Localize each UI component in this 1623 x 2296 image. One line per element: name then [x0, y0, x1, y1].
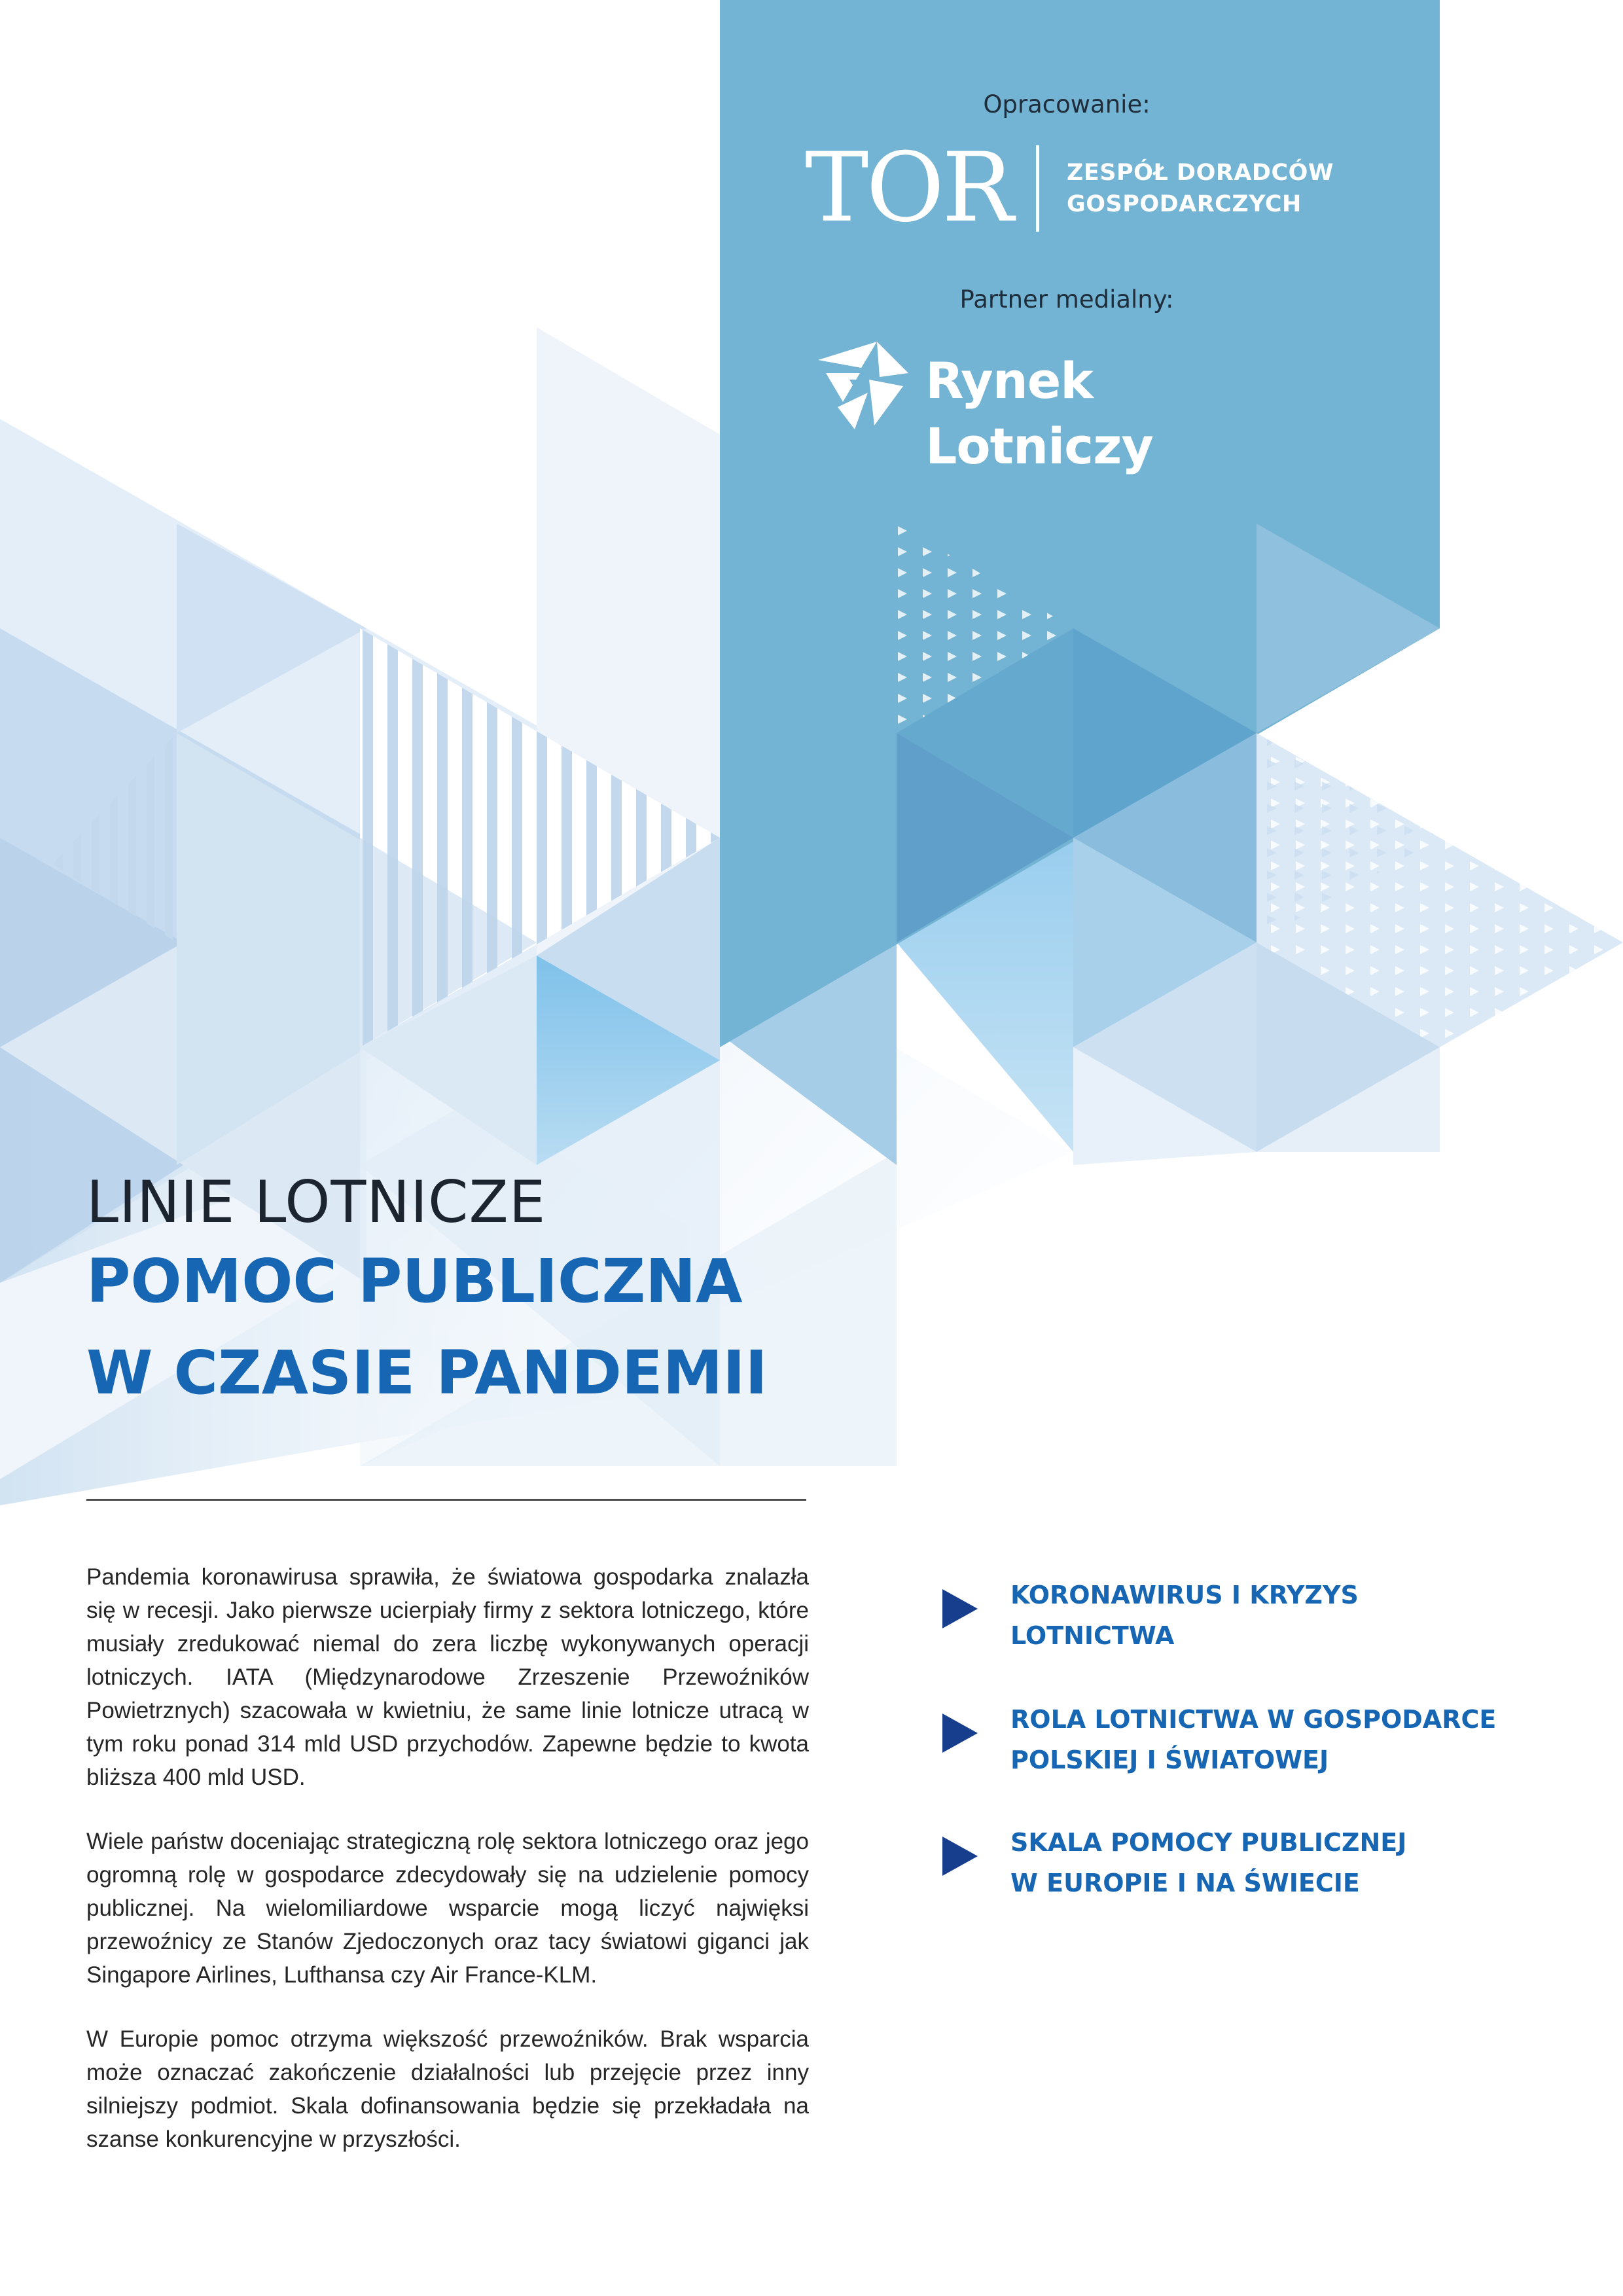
rynek-lotniczy-logo — [812, 334, 1335, 475]
toc-item-role-of-aviation — [942, 1699, 1518, 1784]
title-line-1: LINIE LOTNICZE — [86, 1168, 546, 1236]
toc-item-scale-of-aid — [942, 1822, 1518, 1907]
toc-item-line1: SKALA POMOCY PUBLICZNEJ — [1010, 1828, 1407, 1857]
rynek-lotniczy-wordmark: Rynek Lotniczy — [925, 351, 1153, 475]
toc-item-line2: W EUROPIE I NA ŚWIECIE — [1010, 1869, 1360, 1897]
toc-item-line2: POLSKIEJ I ŚWIATOWEJ — [1010, 1746, 1329, 1774]
toc-item-text — [1010, 1699, 1521, 1780]
tor-subtitle-line2: GOSPODARCZYCH — [1067, 191, 1302, 217]
body-paragraph-2: Wiele państw doceniając strategiczną rolę sektora lotniczego oraz jego ogromną rolę w gospodarce zdecydowały się na udzielenie pomocy publicznej. Na wielomiliardowe wsparcie mogą liczyć najwięksi przewoźnicy ze Stanów Zjedoczonych oraz tacy światowi giganci jak Singapore Airlines, Lufthansa czy Air France-KLM. — [86, 1829, 809, 1988]
partner-label: Partner medialny: — [959, 285, 1174, 314]
triangle-right-icon — [942, 1589, 979, 1628]
toc-item-text — [1010, 1822, 1521, 1903]
title-line-2: POMOC PUBLICZNA — [86, 1246, 743, 1316]
rynek-lotniczy-emblem-icon — [812, 334, 916, 432]
triangle-right-icon — [942, 1837, 979, 1876]
opracowanie-label: Opracowanie: — [983, 90, 1150, 118]
toc-item-coronavirus — [942, 1575, 1518, 1660]
title-line-3: W CZASIE PANDEMII — [86, 1338, 768, 1408]
toc-item-line1: KORONAWIRUS I KRYZYS — [1010, 1581, 1359, 1609]
title-divider — [86, 1499, 806, 1501]
tor-subtitle-line1: ZESPÓŁ DORADCÓW — [1067, 160, 1334, 186]
body-paragraph-1: Pandemia koronawirusa sprawiła, że światowa gospodarka znalazła się w recesji. Jako pierwsze ucierpiały firmy z sektora lotniczego, które musiały zredukować niemal do zera liczbę wykonywanych operacji lotniczych. IATA (Międzynarodowe Zrzeszenie Przewoźników Powietrznych) szacowała w kwietniu, że same linie lotnicze utracą w tym roku ponad 314 mld USD przychodów. Zapewne będzie to kwota bliższa 400 mld USD. — [86, 1564, 809, 1790]
tor-logo-divider — [1036, 145, 1039, 232]
tor-subtitle — [1067, 157, 1334, 220]
triangle-right-icon — [942, 1713, 979, 1753]
toc-item-text — [1010, 1575, 1521, 1656]
tor-logo — [805, 132, 1342, 243]
body-paragraph-3: W Europie pomoc otrzyma większość przewoźników. Brak wsparcia może oznaczać zakończenie działalności lub przejęcie przez inny silniejszy podmiot. Skala dofinansowania będzie się przekładała na szanse konkurencyjne w przyszłości. — [86, 2026, 809, 2152]
toc-item-line2: LOTNICTWA — [1010, 1621, 1175, 1650]
tor-wordmark: TOR — [805, 132, 1012, 243]
toc-item-line1: ROLA LOTNICTWA W GOSPODARCE — [1010, 1705, 1497, 1734]
